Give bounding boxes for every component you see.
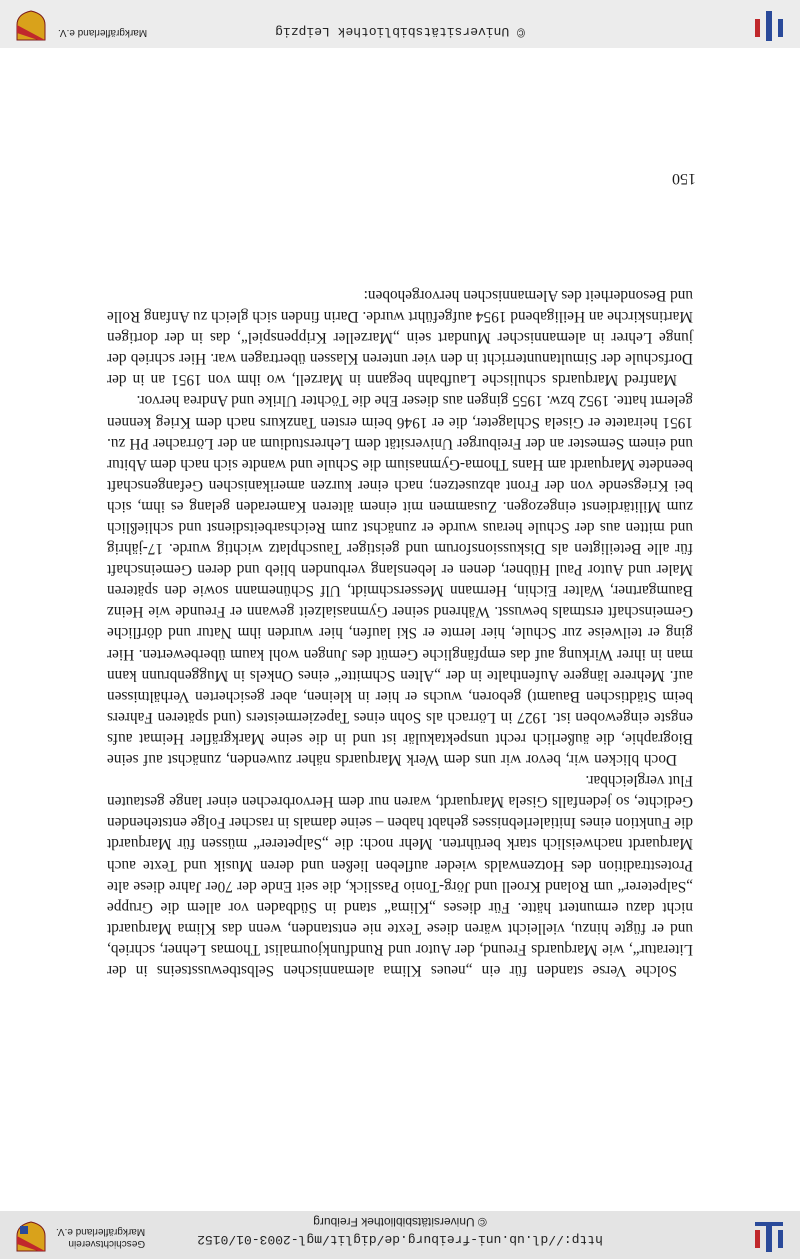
header-copyright: © Universitätsbibliothek Freiburg bbox=[313, 1215, 487, 1229]
paragraph: Doch blicken wir, bevor wir uns dem Werk Marquards näher zuwenden, zunächst auf seine Biographie, die äußerlich recht unspektakulär ist und in die seine Markgräfler Heimat aufs engste eingewoben ist. 1927 in Lörrach als Sohn eines Tapeziermeisters (und späteren Fahrers beim Städtischen Bauamt) geboren, wuchs er hier in kleinen, aber gesicherten Verhältnissen auf. Mehrere längere Aufenthalte in der „Alten Schmitte“ eines Onkels in Muggenbrunn kann man in ihrer Wirkung auf das empfängliche Gemüt des Jungen wohl kaum überbewerten. Hier ging er teilweise zur Schule, hier lernte er Ski laufen, hier wurden ihm Natur und dörfliche Gemeinschaft erstmals bewusst. Während seiner Gymnasialzeit gewann er Freunde wie Heinz Baumgartner, Walter Eichin, Hermann Messerschmidt, Ulf Schünemann sowie den späteren Maler und Autor Paul Hübner, denen er lebenslang verbunden blieb und deren Gemeinschaft für alle Beteiligten als Diskussionsforum und geistiger Tauschplatz wichtig wurde. 17-jährig und mitten aus der Schule heraus wurde er zunächst zum Reichsarbeitsdienst und schließlich zum Militärdienst eingezogen. Zusammen mit einem älteren Kameraden gelang es ihm, sich bei Kriegsende von der Front abzusetzen; nach einer kurzen amerikanischen Gefangenschaft beendete Marquardt am Hans Thoma-Gymnasium die Schule und wandte sich nach dem Abitur und einem Semester an der Freiburger Universität dem Lehrerstudium an der Lörracher PH zu. 1951 heiratete er Gisela Schlageter, die er 1946 beim ersten Tanzkurs nach dem Krieg kennen gelernt hatte. 1952 bzw. 1955 gingen aus dieser Ehe die Töchter Ulrike und Andrea hervor. bbox=[107, 392, 693, 769]
footer-band bbox=[0, 0, 800, 48]
institution-line-2: Markgräflerland e.V. bbox=[56, 1226, 146, 1237]
paragraph: Solche Verse standen für ein „neues Klima alemannischen Selbstbewusstseins in der Literatur“, wie Marquards Freund, der Autor und Rundfunkjournalist Thomas Lehner, schrieb, und er fügte hinzu, vielleicht wären diese Texte nie entstanden, wenn das Klima Marquardt nicht dazu ermuntert hätte. Für dieses „Klima“ stand in Südbaden vor allem die Gruppe „Salpeterer“ um Roland Kroell und Jörg-Tonio Passlick, die seit Ende der 70er Jahre diese alte Protesttradition des Hotzenwalds wieder aufleben ließen und deren Musik und Texte auch Marquardt nachweislich stark berührten. Mehr noch: die „Salpeterer“ müssen für Marquardt die Funktion eines Initialerlebnisses gehabt haben – seine damals in rascher Folge entstehenden Gedichte, so jedenfalls Gisela Marquardt, waren nur dem Hervorbrechen einer lange gestauten Flut vergleichbar. bbox=[107, 772, 693, 979]
article-body bbox=[107, 285, 693, 981]
footer-copyright: © Universitätsbibliothek Leipzig bbox=[275, 24, 525, 39]
header-institution bbox=[56, 1225, 145, 1249]
geschichtsverein-crest-icon bbox=[14, 1220, 48, 1254]
header-band bbox=[0, 1211, 800, 1259]
paragraph: Manfred Marquards schulische Laufbahn begann in Marzell, wo ihm von 1951 an in der Dorfschule der Simultanunterricht in den vier unteren Klassen übertragen war. Hier schrieb der junge Lehrer in alemannischer Mundart sein „Marzeller Krippenspiel“, das in der dortigen Martinskirche an Heiligabend 1954 aufgeführt wurde. Darin finden sich gleich zu Anfang Rolle und Besonderheit des Alemannischen hervorgehoben: bbox=[107, 287, 693, 389]
institution-line-1: Geschichtsverein bbox=[68, 1238, 146, 1249]
footer-institution: Markgräflerland e.V. bbox=[58, 27, 148, 38]
header-url[interactable]: http://dl.ub.uni-freiburg.de/diglit/mgl-2003-01/0152 bbox=[197, 1232, 603, 1247]
crest-icon bbox=[14, 9, 48, 43]
page-number: 150 bbox=[672, 170, 696, 187]
